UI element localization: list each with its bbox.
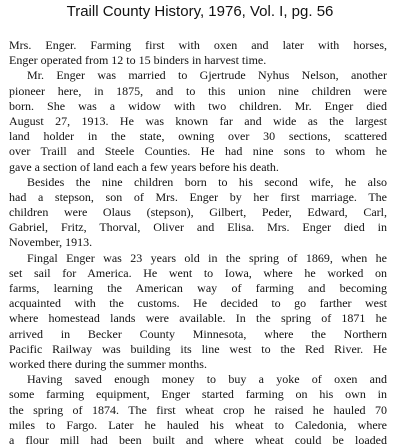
- text-line: pioneer here, in 1875, and to this union nine children were: [9, 83, 387, 98]
- text-line: the spring of 1874. The first wheat crop he raised he hauled 70: [9, 402, 387, 417]
- text-line: miles to Fargo. Later he hauled his wheat to Caledonia, where: [9, 417, 387, 432]
- text-line: some farming equipment, Enger started farming on his own in: [9, 387, 387, 402]
- text-line: where homestead lands were available. In the spring of 1871 he: [9, 311, 387, 326]
- text-line: arrived in Becker County Minnesota, where the Northern: [9, 326, 387, 341]
- text-line: November, 1913.: [9, 235, 93, 250]
- text-line: farms, learning the American way of farming and becoming: [9, 281, 387, 295]
- text-line: born. She was a widow with two children. Mr. Enger died: [9, 98, 387, 113]
- text-line: Having saved enough money to buy a yoke of oxen and: [27, 372, 387, 387]
- text-line: Mr. Enger was married to Gjertrude Nyhus Nelson, another: [27, 68, 387, 83]
- text-line: a flour mill had been built and where wheat could be loaded: [9, 432, 387, 447]
- text-line: Enger operated from 12 to 15 binders in harvest time.: [9, 53, 267, 68]
- paragraph: [9, 38, 387, 68]
- article-body: [9, 38, 387, 448]
- text-line: Gabriel, Fritz, Thorval, Oliver and Elisa. Mrs. Enger died in: [9, 220, 387, 235]
- paragraph: [9, 68, 387, 174]
- text-line: Besides the nine children born to his second wife, he also: [27, 174, 387, 189]
- text-line: land holder in the state, owning over 30 sections, scattered: [9, 129, 387, 144]
- paragraph: [9, 372, 387, 448]
- text-line: August 27, 1913. He was known far and wide as the largest: [9, 113, 387, 128]
- page-caption: Traill County History, 1976, Vol. I, pg. 56: [66, 3, 334, 20]
- text-line: acquainted with the customs. He decided to go farther west: [9, 296, 387, 311]
- paragraph: [9, 251, 387, 373]
- text-line: Mrs. Enger. Farming first with oxen and later with horses,: [9, 38, 387, 52]
- text-line: children were Olaus (stepson), Gilbert, Peder, Edward, Carl,: [9, 205, 387, 220]
- text-line: gave a section of land each a few years before his death.: [9, 159, 279, 174]
- text-line: Fingal Enger was 23 years old in the spring of 1869, when he: [27, 250, 387, 265]
- text-line: set sail for America. He went to Iowa, where he worked on: [9, 265, 387, 280]
- text-line: Pacific Railway was building its line west to the Red River. He: [9, 341, 387, 356]
- paragraph: [9, 175, 387, 251]
- text-line: had a stepson, son of Mrs. Enger by her first marriage. The: [9, 189, 387, 204]
- text-line: over Traill and Steele Counties. He had nine sons to whom he: [9, 144, 387, 159]
- text-line: worked there during the summer months.: [9, 356, 207, 371]
